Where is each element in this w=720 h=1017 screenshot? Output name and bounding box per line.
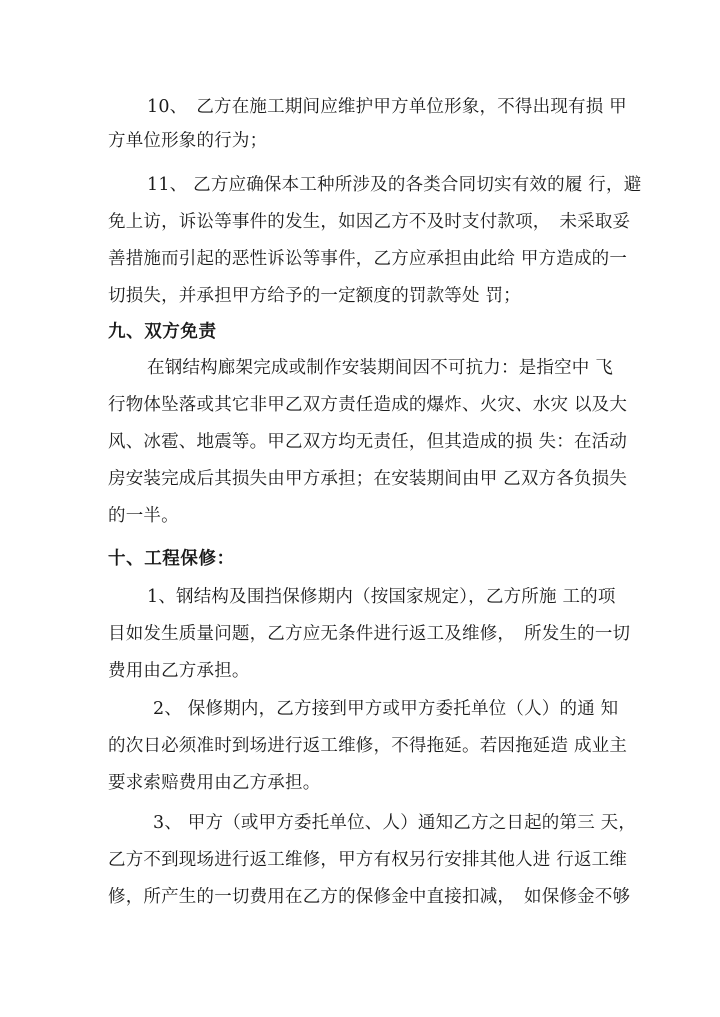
warranty-1-line-2: 目如发生质量问题，乙方应无条件进行返工及维修， 所发生的一切 — [108, 624, 631, 644]
warranty-1-line-3: 费用由乙方承担。 — [108, 661, 250, 681]
warranty-3-line-2: 乙方不到现场进行返工维修，甲方有权另行安排其他人进 行返工维 — [108, 850, 628, 870]
warranty-2-line-3: 要求索赔费用由乙方承担。 — [108, 773, 321, 793]
clause-10-line-1: 10、 乙方在施工期间应维护甲方单位形象，不得出现有损 甲 — [147, 97, 627, 117]
warranty-3-line-3: 修，所产生的一切费用在乙方的保修金中直接扣减， 如保修金不够 — [108, 887, 631, 907]
section-9-heading: 九、双方免责 — [108, 322, 217, 342]
clause-11-line-4: 切损失，并承担甲方给予的一定额度的罚款等处 罚； — [108, 286, 521, 306]
section-9-line-3: 风、冰雹、地震等。甲乙双方均无责任，但其造成的损 失：在活动 — [108, 432, 628, 452]
section-9-line-4: 房安装完成后其损失由甲方承担；在安装期间由甲 乙双方各负损失 — [108, 469, 628, 489]
section-9-line-2: 行物体坠落或其它非甲乙双方责任造成的爆炸、火灾、水灾 以及大 — [108, 395, 628, 415]
clause-11-line-2: 免上访，诉讼等事件的发生，如因乙方不及时支付款项， 未采取妥 — [108, 212, 631, 232]
section-9-line-1: 在钢结构廊架完成或制作安装期间因不可抗力：是指空中 飞 — [147, 358, 613, 378]
warranty-3-line-1: 3、 甲方（或甲方委托单位、人）通知乙方之日起的第三 天， — [153, 813, 637, 833]
warranty-2-line-1: 2、 保修期内，乙方接到甲方或甲方委托单位（人）的通 知 — [153, 699, 619, 719]
warranty-1-line-1: 1、钢结构及围挡保修期内（按国家规定），乙方所施 工的项 — [147, 587, 616, 607]
section-9-line-5: 的一半。 — [108, 506, 179, 526]
clause-11-line-3: 善措施而引起的恶性诉讼等事件，乙方应承担由此给 甲方造成的一 — [108, 249, 628, 269]
section-10-heading: 十、工程保修： — [108, 549, 235, 569]
clause-11-line-1: 11、 乙方应确保本工种所涉及的各类合同切实有效的履 行，避 — [147, 175, 642, 195]
warranty-2-line-2: 的次日必须准时到场进行返工维修，不得拖延。若因拖延造 成业主 — [108, 736, 628, 756]
clause-10-line-2: 方单位形象的行为； — [108, 131, 268, 151]
